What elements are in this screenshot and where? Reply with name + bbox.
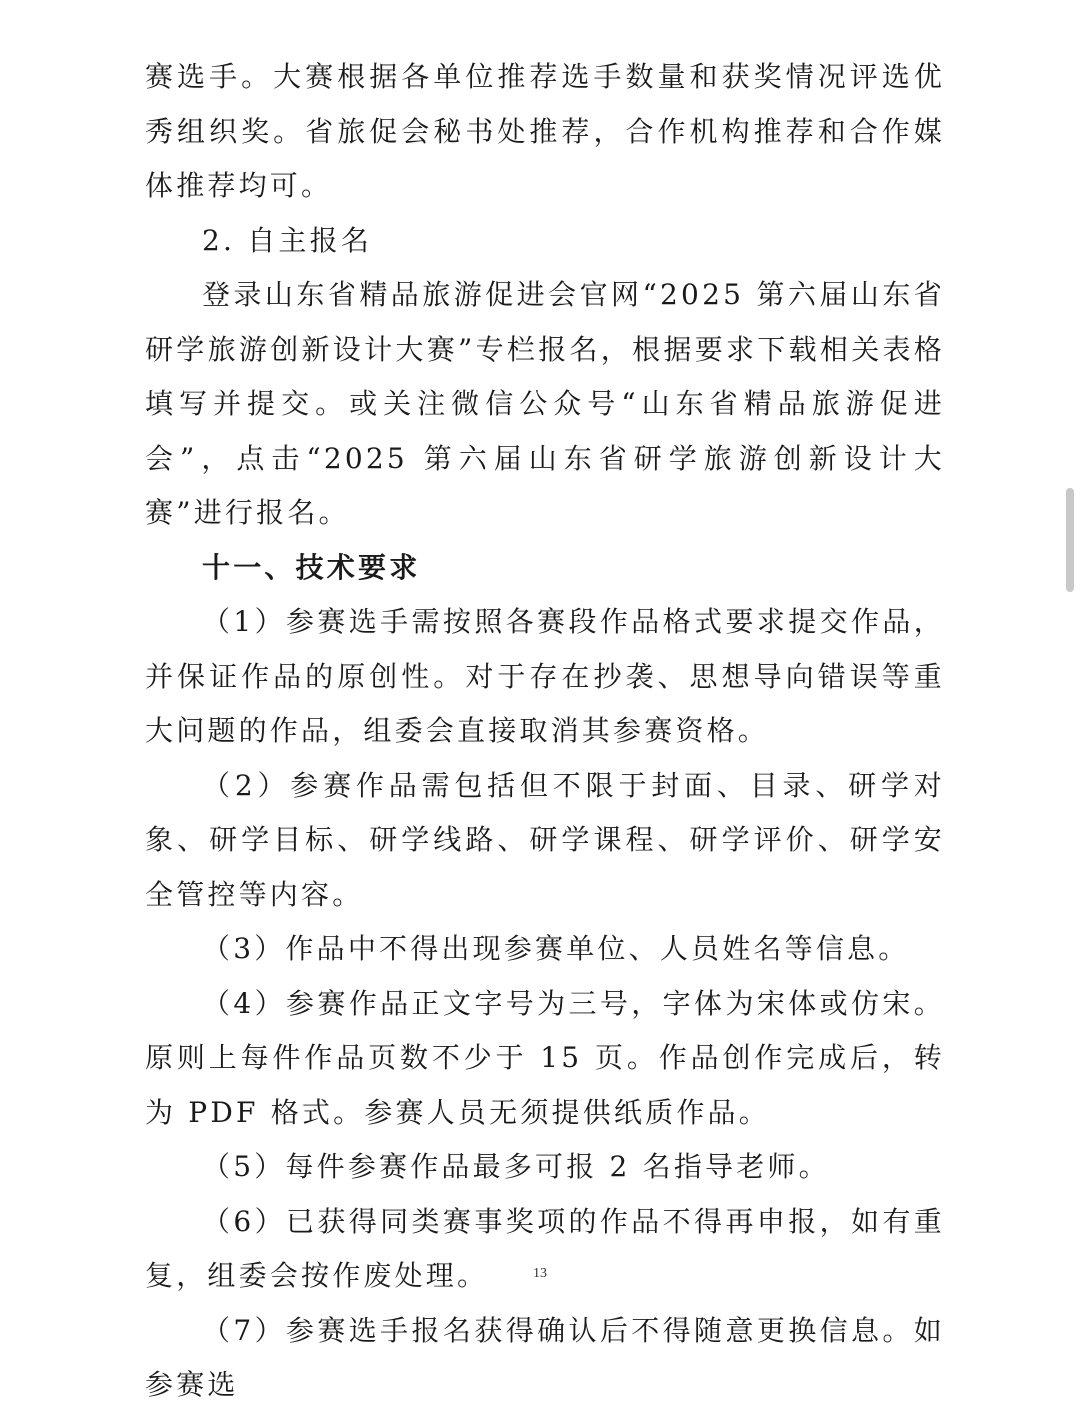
subheading-self-registration: 2. 自主报名 <box>202 223 373 257</box>
requirement-item-6: （6）已获得同类赛事奖项的作品不得再申报，如有重复，组委会按作废处理。 <box>145 1204 945 1292</box>
requirement-item-7: （7）参赛选手报名获得确认后不得随意更换信息。如参赛选 <box>145 1313 945 1401</box>
requirement-item-2: （2）参赛作品需包括但不限于封面、目录、研学对象、研学目标、研学线路、研学课程、研学评价、研学安全管控等内容。 <box>145 768 945 911</box>
paragraph-registration-instructions: 登录山东省精品旅游促进会官网“2025 第六届山东省研学旅游创新设计大赛”专栏报名，根据要求下载相关表格填写并提交。或关注微信公众号“山东省精品旅游促进会”，点击“2025 第六届山东省研学旅游创新设计大赛”进行报名。 <box>145 278 945 529</box>
page-number: 13 <box>533 1266 547 1281</box>
requirement-item-5: （5）每件参赛作品最多可报 2 名指导老师。 <box>202 1150 830 1183</box>
requirement-item-1: （1）参赛选手需按照各赛段作品格式要求提交作品，并保证作品的原创性。对于存在抄袭、思想导向错误等重大问题的作品，组委会直接取消其参赛资格。 <box>145 605 945 747</box>
section-heading-technical-requirements: 十一、技术要求 <box>202 550 421 584</box>
vertical-scrollbar-thumb[interactable] <box>1066 488 1074 592</box>
document-body <box>145 50 945 1413</box>
requirement-item-4: （4）参赛作品正文字号为三号，字体为宋体或仿宋。原则上每件作品页数不少于 15 页。作品创作完成后，转为 PDF 格式。参赛人员无须提供纸质作品。 <box>145 986 945 1129</box>
requirement-item-3: （3）作品中不得出现参赛单位、人员姓名等信息。 <box>202 932 910 965</box>
paragraph-continuation: 赛选手。大赛根据各单位推荐选手数量和获奖情况评选优秀组织奖。省旅促会秘书处推荐，合作机构推荐和合作媒体推荐均可。 <box>145 60 945 202</box>
